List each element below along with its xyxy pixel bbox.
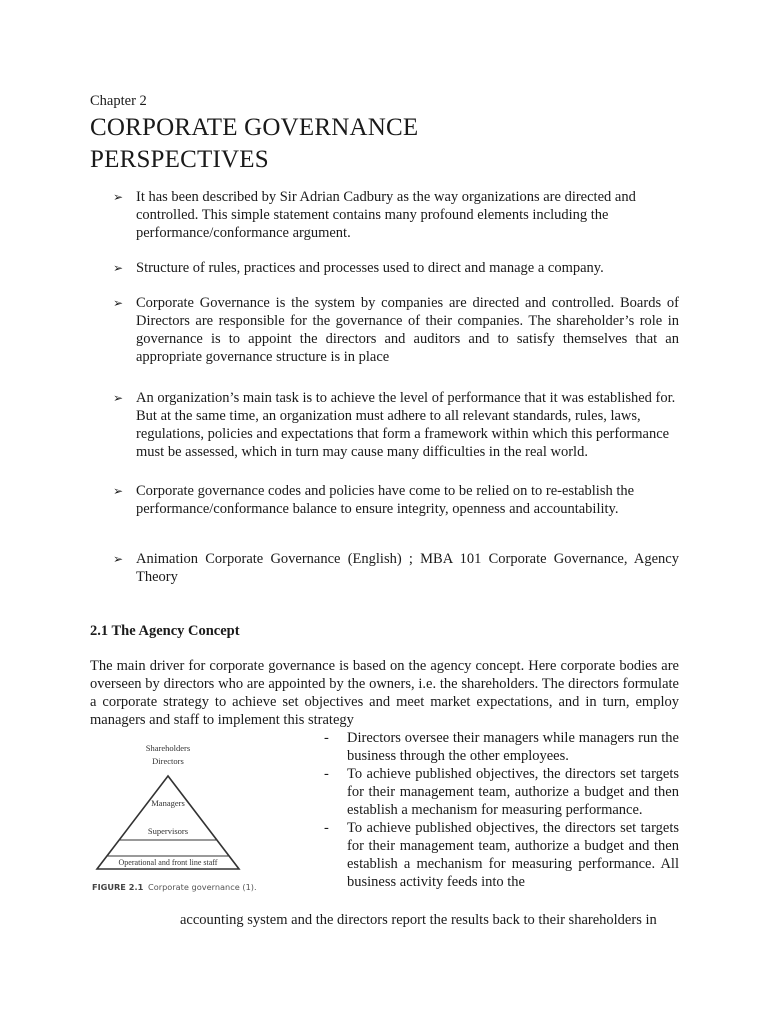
bullet-text: Structure of rules, practices and processes used to direct and manage a company.: [136, 260, 604, 276]
bullet-item: [113, 550, 679, 586]
bullet-item: [113, 482, 679, 518]
bullet-text: It has been described by Sir Adrian Cadbury as the way organizations are directed and controlled. This simple statement contains many profound elements including the performance/conformance argument.: [136, 189, 636, 241]
bullet-item: [113, 259, 679, 277]
section-heading: 2.1 The Agency Concept: [90, 623, 240, 639]
figure-caption-text: Corporate governance (1).: [148, 882, 257, 892]
continuation-line: accounting system and the directors report the results back to their shareholders in: [180, 912, 657, 928]
arrow-bullet-icon: ➢: [113, 190, 124, 204]
dash-bullet-icon: -: [324, 820, 329, 836]
bullet-item: [113, 294, 679, 366]
figure-caption-label: FIGURE 2.1: [92, 882, 144, 892]
dash-item: [324, 729, 679, 765]
agency-paragraph: The main driver for corporate governance is based on the agency concept. Here corporate bodies are overseen by directors who are appointed by the owners, i.e. the shareholders. The directors formulate a corporate strategy to achieve set objectives and meet market expectations, and in turn, employ managers and staff to implement this strategy: [90, 658, 679, 728]
figure-directors-label: Directors: [152, 756, 184, 766]
figure-staff-label: Operational and front line staff: [118, 858, 218, 867]
arrow-bullet-icon: ➢: [113, 552, 124, 566]
bullet-text: Animation Corporate Governance (English) ; MBA 101 Corporate Governance, Agency Theory: [136, 551, 679, 585]
bullet-text: An organization’s main task is to achieve the level of performance that it was established for. But at the same time, an organization must adhere to all relevant standards, rules, laws, regulations, policies and expectations that form a framework within which this performance must be assessed, which in turn may cause many difficulties in the real world.: [136, 390, 676, 460]
arrow-bullet-icon: ➢: [113, 484, 124, 498]
dash-bullet-icon: -: [324, 730, 329, 746]
figure-supervisors-label: Supervisors: [147, 826, 189, 836]
governance-pyramid-figure: [84, 738, 316, 900]
dash-list: [324, 729, 679, 891]
bullet-text: Corporate Governance is the system by companies are directed and controlled. Boards of Directors are responsible for the governance of their companies. The shareholder’s role in governance is to appoint the directors and auditors and to satisfy themselves that an appropriate governance structure is in place: [136, 295, 679, 365]
chapter-label: Chapter 2: [90, 93, 147, 109]
dash-bullet-icon: -: [324, 766, 329, 782]
dash-item: [324, 765, 679, 819]
dash-item-text: To achieve published objectives, the directors set targets for their management team, authorize a budget and then establish a mechanism for measuring performance. All business activity feeds into the: [347, 820, 679, 890]
bullet-item: [113, 389, 679, 461]
chapter-title-line-2: PERSPECTIVES: [90, 146, 269, 173]
chapter-title: [90, 112, 418, 176]
dash-item-text: To achieve published objectives, the directors set targets for their management team, authorize a budget and then establish a mechanism for measuring performance.: [347, 766, 679, 818]
arrow-bullet-icon: ➢: [113, 261, 124, 275]
bullet-text: Corporate governance codes and policies have come to be relied on to re-establish the performance/conformance balance to ensure integrity, openness and accountability.: [136, 483, 635, 517]
figure-managers-label: Managers: [151, 798, 185, 808]
dash-item: [324, 819, 679, 891]
figure-shareholders-label: Shareholders: [145, 743, 191, 753]
chapter-title-line-1: CORPORATE GOVERNANCE: [90, 114, 419, 141]
arrow-bullet-icon: ➢: [113, 296, 124, 310]
bullet-list: [113, 188, 679, 586]
bullet-item: [113, 188, 679, 242]
pyramid-triangle: [97, 776, 239, 869]
dash-item-text: Directors oversee their managers while managers run the business through the other employees.: [347, 730, 679, 764]
arrow-bullet-icon: ➢: [113, 391, 124, 405]
